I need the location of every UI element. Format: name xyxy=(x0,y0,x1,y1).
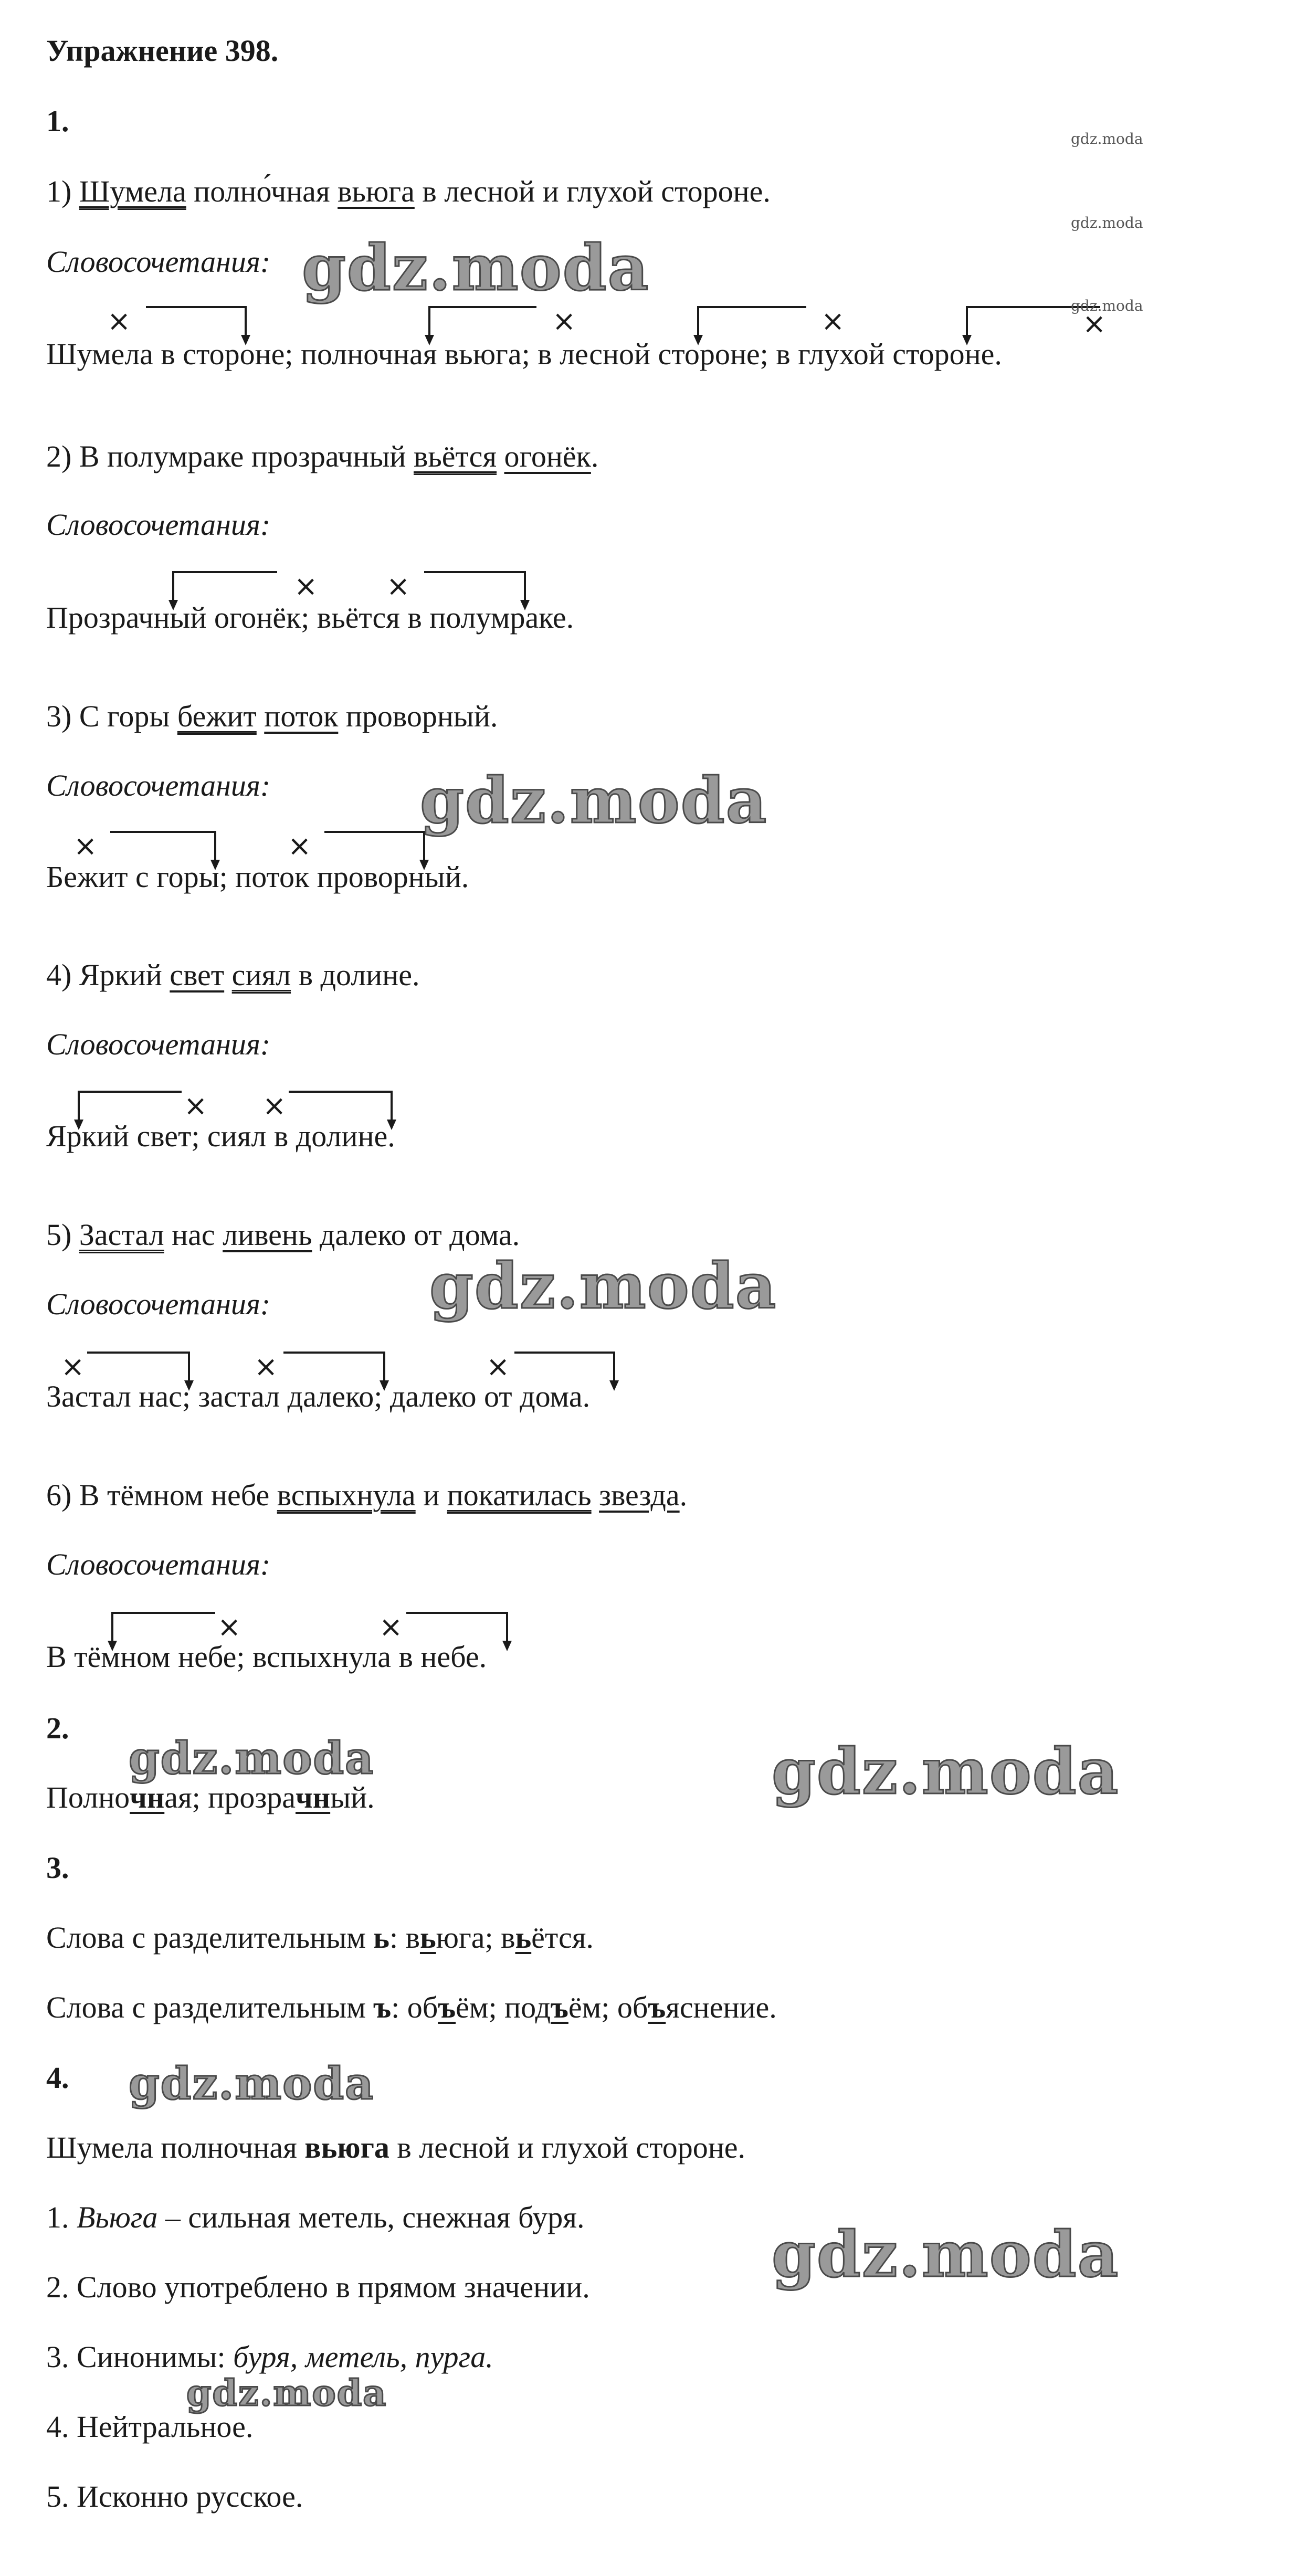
predicate: Застал xyxy=(79,1218,164,1252)
collocations-label-3: Словосочетания: xyxy=(46,768,271,803)
text: проворный. xyxy=(338,699,498,733)
arrow-bracket xyxy=(146,307,246,337)
text: 3. Синонимы: xyxy=(46,2340,234,2374)
cross-mark: × xyxy=(486,1350,510,1383)
key-word: вьюга xyxy=(304,2130,389,2165)
sentence-2 xyxy=(46,438,598,475)
cross-mark: × xyxy=(379,1610,403,1643)
predicate: вспыхнула xyxy=(277,1478,416,1512)
text: в лесной и глухой стороне. xyxy=(414,174,771,208)
text: – сильная метель, снежная буря. xyxy=(157,2200,585,2234)
part-4-sentence xyxy=(46,2129,745,2166)
text: . xyxy=(591,439,599,473)
watermark-small: gdz.moda xyxy=(1071,297,1143,314)
text: юга; в xyxy=(436,1920,515,1955)
text: Полно xyxy=(46,1780,130,1814)
sentence-number: 1) xyxy=(46,174,72,208)
cross-mark: × xyxy=(61,1350,85,1383)
part-4-number: 4. xyxy=(46,2061,69,2095)
watermark: gdz.moda xyxy=(772,1735,1120,1809)
text: Слова с разделительным xyxy=(46,1990,374,2024)
predicate: бежит xyxy=(177,699,257,733)
text: Шумела полночная xyxy=(46,2130,305,2165)
text: в долине. xyxy=(291,958,420,992)
text: ём; под xyxy=(456,1990,551,2024)
text: ётся. xyxy=(531,1920,594,1955)
part-2-answer xyxy=(46,1779,375,1816)
subject: огонёк xyxy=(504,439,591,473)
exercise-title: Упражнение 398. xyxy=(46,34,279,68)
watermark-small: gdz.moda xyxy=(1071,130,1143,147)
subject: вьюга xyxy=(338,174,415,208)
watermark-small: gdz.moda xyxy=(1071,214,1143,231)
answer-4: Яркий свет; сиял в долине. xyxy=(46,1119,395,1153)
part-3-number: 3. xyxy=(46,1851,69,1885)
predicate: сиял xyxy=(231,958,291,992)
cross-mark: × xyxy=(254,1350,278,1383)
subject: свет xyxy=(170,958,225,992)
cross-mark: × xyxy=(386,569,410,603)
sign: ь xyxy=(373,1920,389,1955)
analysis-item-3 xyxy=(46,2339,493,2376)
watermark: gdz.moda xyxy=(302,231,650,305)
arrow-bracket xyxy=(698,307,806,337)
collocations-label-2: Словосочетания: xyxy=(46,508,271,542)
key-word: Вьюга xyxy=(77,2200,158,2234)
part-2-number: 2. xyxy=(46,1711,69,1745)
sentence-5 xyxy=(46,1217,520,1253)
text: : в xyxy=(389,1920,420,1955)
watermark: gdz.moda xyxy=(129,1732,375,1784)
sentence-1 xyxy=(46,173,771,210)
text: 2) В полумраке прозрачный xyxy=(46,439,414,473)
text: далеко от дома. xyxy=(312,1218,520,1252)
text: ая; прозра xyxy=(164,1780,296,1814)
watermark: gdz.moda xyxy=(772,2218,1120,2292)
collocations-label-4: Словосочетания: xyxy=(46,1027,271,1061)
subject: звезда xyxy=(599,1478,680,1512)
text: полно́чная xyxy=(186,174,338,208)
subject: ливень xyxy=(223,1218,312,1252)
cross-mark: × xyxy=(73,829,98,862)
sentence-3 xyxy=(46,698,498,735)
answer-1: Шумела в стороне; полночная вьюга; в лесной стороне; в глухой стороне. xyxy=(46,337,1002,371)
watermark: gdz.moda xyxy=(420,764,768,838)
subject: поток xyxy=(264,699,339,733)
answer-5: Застал нас; застал далеко; далеко от дома. xyxy=(46,1379,591,1413)
cross-mark: × xyxy=(107,304,131,337)
part-1-number: 1. xyxy=(46,104,69,138)
soft-sign-words xyxy=(46,1919,594,1956)
cross-mark: × xyxy=(184,1089,208,1122)
collocations-label-5: Словосочетания: xyxy=(46,1287,271,1321)
analysis-item-1 xyxy=(46,2199,584,2236)
text: 1. xyxy=(46,2200,77,2234)
cross-mark: × xyxy=(262,1089,287,1122)
cross-mark: × xyxy=(294,569,318,603)
predicate: Шумела xyxy=(79,174,186,208)
text: . xyxy=(679,1478,688,1512)
highlight-letters: чн xyxy=(295,1780,331,1814)
cross-mark: × xyxy=(1082,307,1107,340)
highlight-letters: чн xyxy=(130,1780,165,1814)
synonyms: буря, метель, пурга. xyxy=(233,2340,493,2374)
text: 4) Яркий xyxy=(46,958,170,992)
watermark: gdz.moda xyxy=(429,1249,777,1323)
cross-mark: × xyxy=(821,304,845,337)
watermark: gdz.moda xyxy=(129,2057,375,2109)
text: яснение. xyxy=(666,1990,777,2024)
sign: ь xyxy=(515,1920,532,1955)
sign: ь xyxy=(419,1920,436,1955)
text: 3) С горы xyxy=(46,699,177,733)
sign: ъ xyxy=(373,1990,392,2024)
analysis-item-4: 4. Нейтральное. xyxy=(46,2410,254,2444)
cross-mark: × xyxy=(552,304,576,337)
analysis-item-5: 5. Исконно русское. xyxy=(46,2479,303,2514)
analysis-item-2: 2. Слово употреблено в прямом значении. xyxy=(46,2270,590,2304)
sentence-6 xyxy=(46,1477,687,1514)
text: нас xyxy=(164,1218,223,1252)
text: : об xyxy=(391,1990,438,2024)
sign: ъ xyxy=(438,1990,456,2024)
text: ый. xyxy=(330,1780,375,1814)
predicate: вьётся xyxy=(413,439,497,473)
collocations-label-1: Словосочетания: xyxy=(46,245,271,279)
text: 6) В тёмном небе xyxy=(46,1478,277,1512)
collocations-label-6: Словосочетания: xyxy=(46,1547,271,1581)
arrow-bracket xyxy=(429,307,536,337)
text: и xyxy=(415,1478,447,1512)
text: в лесной и глухой стороне. xyxy=(389,2130,746,2165)
answer-3: Бежит с горы; поток проворный. xyxy=(46,860,469,894)
cross-mark: × xyxy=(288,829,312,862)
answer-2: Прозрачный огонёк; вьётся в полумраке. xyxy=(46,600,574,635)
sentence-4 xyxy=(46,957,419,994)
text: 5) xyxy=(46,1218,72,1252)
sign: ъ xyxy=(551,1990,568,2024)
hard-sign-words xyxy=(46,1989,777,2026)
watermark: gdz.moda xyxy=(186,2372,387,2414)
text: ём; об xyxy=(568,1990,648,2024)
text: Слова с разделительным xyxy=(46,1920,374,1955)
cross-mark: × xyxy=(217,1610,241,1643)
sign: ъ xyxy=(648,1990,666,2024)
answer-6: В тёмном небе; вспыхнула в небе. xyxy=(46,1640,487,1674)
predicate: покатилась xyxy=(447,1478,592,1512)
